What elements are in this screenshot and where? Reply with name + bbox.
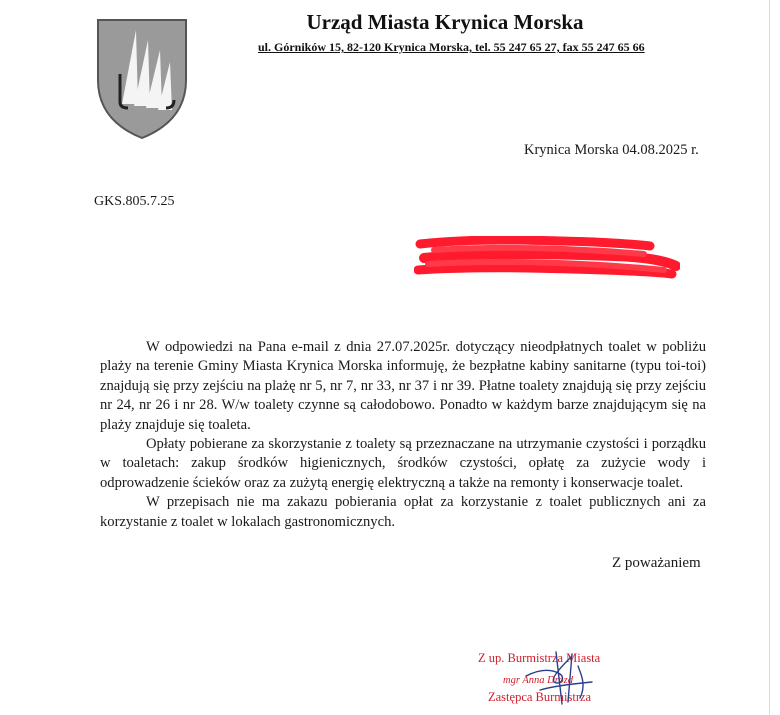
stamp-line-2: mgr Anna Drozd: [503, 675, 574, 686]
office-address: ul. Górników 15, 82-120 Krynica Morska, tel. 55 247 65 27, fax 55 247 65 66: [258, 40, 645, 54]
closing-phrase: Z poważaniem: [612, 555, 701, 571]
body-paragraph: W odpowiedzi na Pana e-mail z dnia 27.07.2025r. dotyczący nieodpłatnych toalet w pobliżu plaży na terenie Gminy Miasta Krynica Morska informuję, że bezpłatne kabiny sanitarne (typu toi-toi) znajdują się przy zejściu na plażę nr 5, nr 7, nr 33, nr 37 i nr 39. Płatne toalety znajdują się przy zejściu nr 24, nr 26 i nr 28. W/w toalety czynne są całodobowo. Ponadto w każdym barze znajdującym się na plaży znajduje się toaleta.: [100, 339, 706, 433]
place-date: Krynica Morska 04.08.2025 r.: [524, 142, 699, 158]
stamp-line-1: Z up. Burmistrza Miasta: [478, 651, 601, 665]
stamp-line-3: Zastępca Burmistrza: [488, 690, 592, 704]
body-paragraph: Opłaty pobierane za skorzystanie z toalety są przeznaczane na utrzymanie czystości i porządku w toaletach: zakup środków higienicznych, środków czystości, opłatę za zużycie wody i odprowadzenie ścieków oraz za zużytą energię elektryczną a także na remonty i konserwacje toalet.: [100, 436, 706, 491]
handwritten-signature-icon: [520, 646, 600, 708]
body-paragraph: W przepisach nie ma zakazu pobierania opłat za korzystanie z toalet publicznych ani za korzystanie z toalet w lokalach gastronomicznych.: [100, 494, 706, 530]
office-title: Urząd Miasta Krynica Morska: [306, 10, 584, 34]
redacted-addressee: [414, 236, 680, 282]
coat-of-arms-icon: [96, 18, 188, 140]
reference-number: GKS.805.7.25: [94, 194, 175, 209]
letter-body: [100, 338, 706, 532]
